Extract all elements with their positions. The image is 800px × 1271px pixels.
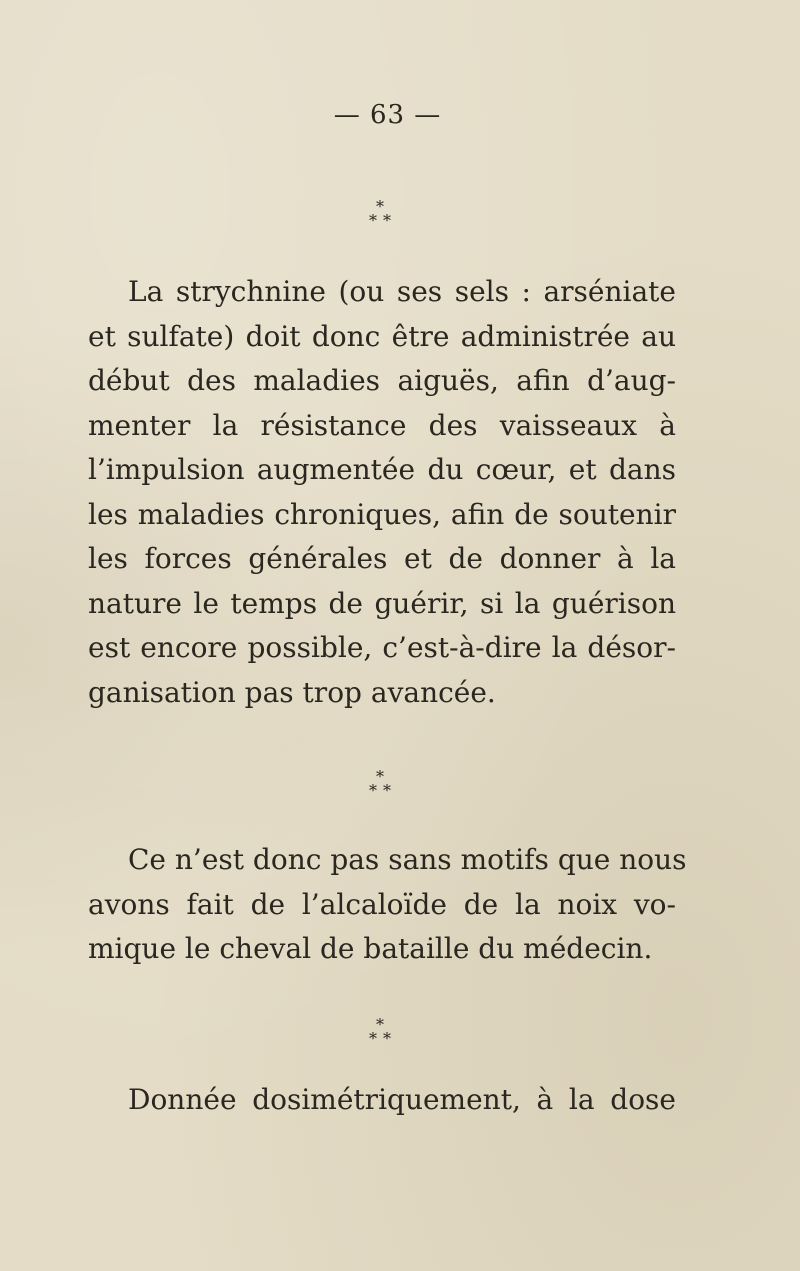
asterism-star: *: [376, 197, 384, 216]
paragraph-line: La strychnine (ou ses sels : arséniate: [128, 275, 676, 308]
asterism-stars: **: [369, 1029, 397, 1048]
paragraph-line: est encore possible, c’est-à-dire la désor-: [88, 631, 676, 664]
paragraph-line: et sulfate) doit donc être administrée au: [88, 319, 676, 353]
paragraph-line: nature le temps de guérir, si la guérison: [88, 586, 676, 620]
paragraph-line: les maladies chroniques, afin de soutenir: [88, 497, 676, 531]
paragraph-line: ganisation pas trop avancée.: [88, 675, 496, 709]
asterism-star: *: [376, 767, 384, 786]
asterism-stars: **: [369, 781, 397, 800]
asterism-separator: [0, 1015, 760, 1048]
paragraph-line: Donnée dosimétriquement, à la dose: [128, 1083, 676, 1116]
asterism-star: *: [376, 1015, 384, 1034]
paragraph-3: [88, 1078, 676, 1123]
paragraph-line: Ce n’est donc pas sans motifs que nous: [128, 843, 687, 876]
paragraph-2: [88, 838, 687, 972]
page-number: — 63 —: [333, 100, 442, 130]
asterism-separator: [0, 197, 760, 230]
paragraph-line: les forces générales et de donner à la: [88, 542, 676, 575]
paragraph-line: avons fait de l’alcaloïde de la noix vo-: [88, 887, 676, 921]
asterism-separator: [0, 767, 760, 800]
asterism-stars: **: [369, 211, 397, 230]
paragraph-line: menter la résistance des vaisseaux à: [88, 408, 676, 442]
paragraph-line: l’impulsion augmentée du cœur, et dans: [88, 453, 676, 486]
paragraph-line: début des maladies aiguës, afin d’aug-: [88, 364, 676, 397]
paragraph-line: mique le cheval de bataille du médecin.: [88, 932, 653, 965]
paragraph-1: [88, 270, 676, 715]
